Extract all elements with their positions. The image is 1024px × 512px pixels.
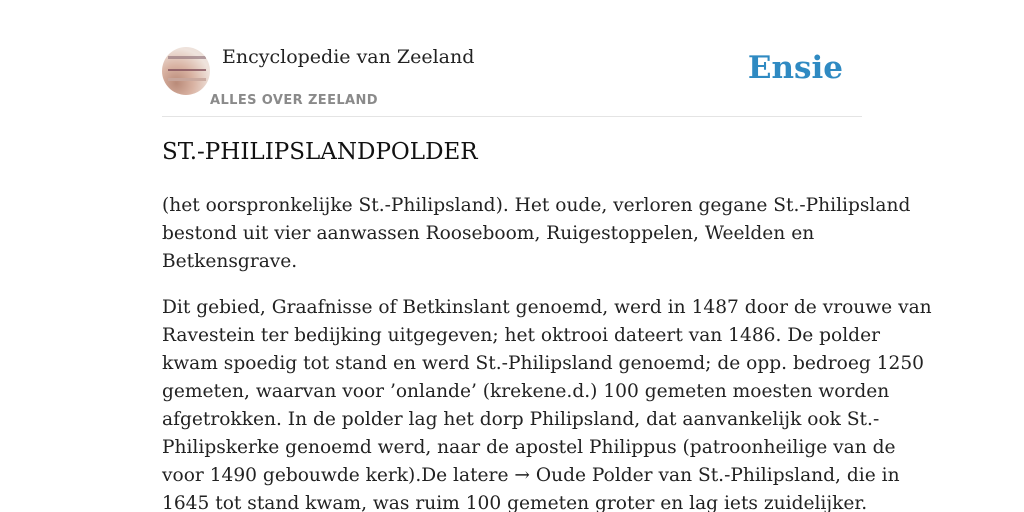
article-title: ST.-PHILIPSLANDPOLDER [162,139,478,165]
site-tagline: ALLES OVER ZEELAND [210,93,378,108]
paragraph-line: Philipskerke genoemd werd, naar de apostel Philippus (patroonheilige van de [162,437,896,458]
article-paragraph [162,294,932,512]
paragraph-line: afgetrokken. In de polder lag het dorp Philipsland, dat aanvankelijk ook St.- [162,409,880,430]
paragraph-line: 1645 tot stand kwam, was ruim 100 gemeten groter en lag iets zuidelijker. [162,493,868,512]
site-avatar[interactable] [162,47,210,95]
ensie-logo[interactable]: Ensie [747,50,843,86]
article-body [162,192,932,512]
paragraph-line: Dit gebied, Graafnisse of Betkinslant genoemd, werd in 1487 door de vrouwe van [162,297,932,318]
avatar-image-detail [168,78,206,81]
paragraph-line: voor 1490 gebouwde kerk).De latere → Oude Polder van St.-Philipsland, die in [162,465,900,486]
paragraph-line: Betkensgrave. [162,251,298,272]
paragraph-line: kwam spoedig tot stand en werd St.-Philipsland genoemd; de opp. bedroeg 1250 [162,353,925,374]
paragraph-line: (het oorspronkelijke St.-Philipsland). Het oude, verloren gegane St.-Philipsland [162,195,911,216]
article-paragraph [162,192,911,276]
avatar-image-detail [168,69,206,71]
paragraph-line: Ravestein ter bedijking uitgegeven; het oktrooi dateert van 1486. De polder [162,325,880,346]
paragraph-line: gemeten, waarvan voor ’onlande’ (krekene.d.) 100 gemeten moesten worden [162,381,890,402]
avatar-image-detail [168,56,206,59]
site-header [162,0,862,117]
site-name-link[interactable]: Encyclopedie van Zeeland [222,46,475,68]
paragraph-line: bestond uit vier aanwassen Rooseboom, Ruigestoppelen, Weelden en [162,223,815,244]
